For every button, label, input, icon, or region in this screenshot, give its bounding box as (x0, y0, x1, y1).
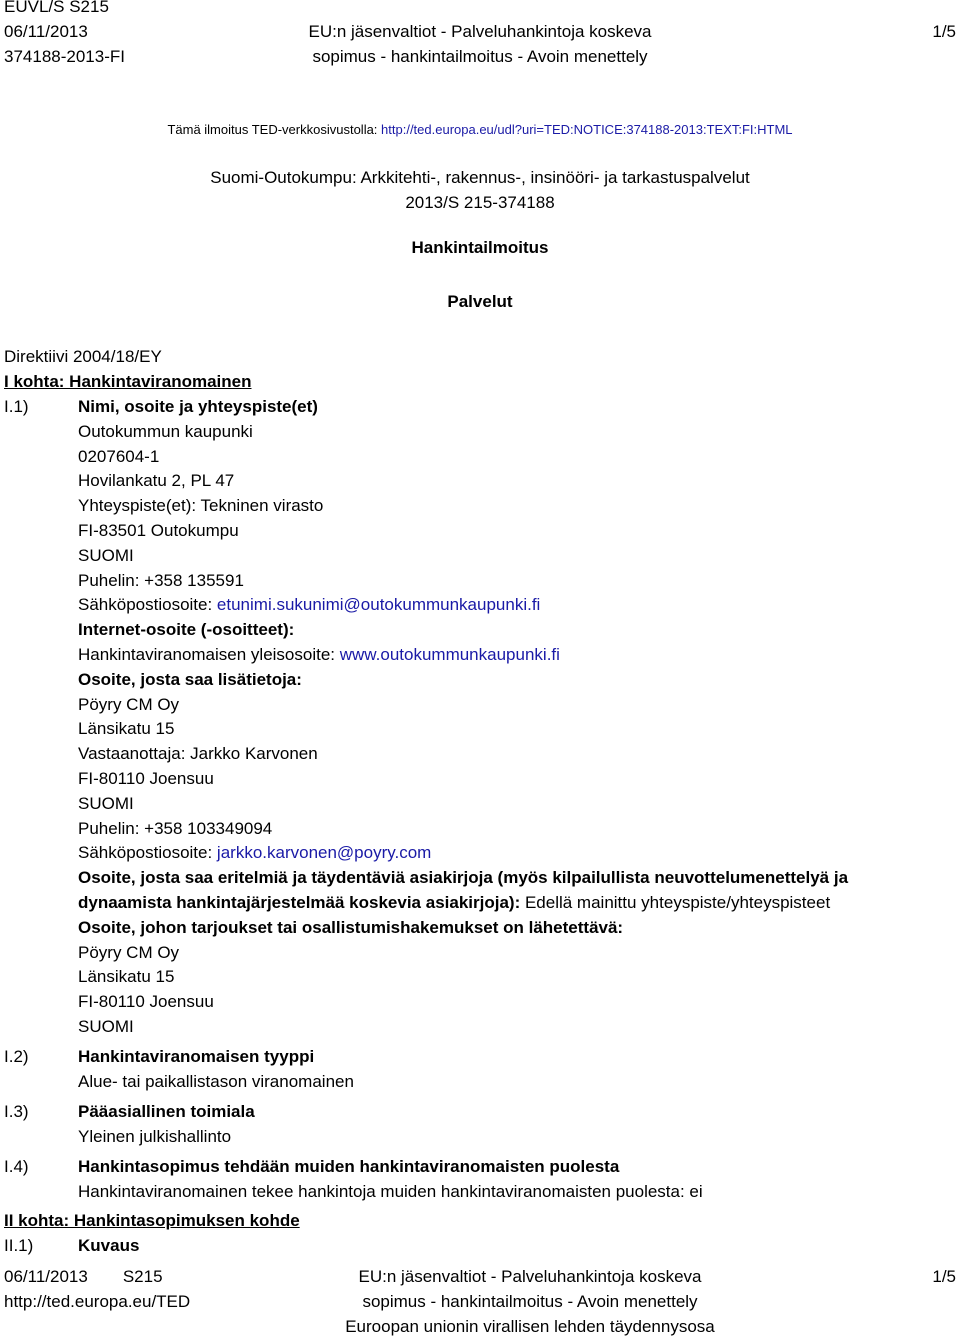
header-title (0, 19, 960, 69)
footer-page: 1/5 (932, 1267, 956, 1286)
footer-title-line2: sopimus - hankintailmoitus - Avoin menettely (362, 1292, 698, 1311)
tender-line: Pöyry CM Oy (78, 942, 180, 962)
section-number: I.4) (4, 1157, 29, 1176)
info-email-line (78, 841, 431, 866)
section-heading: Pääasiallinen toimiala (78, 1102, 255, 1121)
email-link[interactable]: etunimi.sukunimi@outokummunkaupunki.fi (216, 595, 541, 615)
header-page: 1/5 (932, 22, 956, 41)
info-line: Länsikatu 15 (78, 719, 175, 739)
notice-type: Hankintailmoitus (411, 238, 549, 257)
source-prefix: Tämä ilmoitus TED-verkkosivustolla: (167, 122, 382, 137)
section-number: I.2) (4, 1047, 29, 1066)
address-line: SUOMI (78, 545, 134, 565)
spec-heading-cont: dynaamista hankintajärjestelmää koskevia asiakirjoja): (78, 893, 525, 912)
footer-title-line1: EU:n jäsenvaltiot - Palveluhankintoja koskeva (358, 1267, 702, 1286)
footer-date: 06/11/2013 (4, 1267, 88, 1286)
info-line: FI-80110 Joensuu (78, 769, 214, 788)
notice-title: Suomi-Outokumpu: Arkkitehti-, rakennus-, insinööri- ja tarkastuspalvelut (210, 168, 750, 187)
section-heading: Hankintasopimus tehdään muiden hankintaviranomaisten puolesta (78, 1157, 620, 1176)
info-heading: Osoite, josta saa lisätietoja: (78, 669, 302, 689)
info-email-label: Sähköpostiosoite: (78, 843, 217, 863)
info-email-link[interactable]: jarkko.karvonen@poyry.com (216, 843, 432, 863)
source-line (0, 122, 960, 137)
web-link[interactable]: www.outokummunkaupunki.fi (339, 645, 560, 664)
address-line: Yhteyspiste(et): Tekninen virasto (78, 496, 324, 516)
section-number: I.3) (4, 1102, 29, 1121)
section-heading: Hankintaviranomaisen tyyppi (78, 1047, 315, 1066)
section-heading: Nimi, osoite ja yhteyspiste(et) (78, 397, 318, 416)
section-number: I.1) (4, 397, 29, 416)
address-line: 0207604-1 (78, 446, 160, 466)
header-title-line2: sopimus - hankintailmoitus - Avoin menettely (312, 47, 648, 66)
email-label: Sähköpostiosoite: (78, 595, 217, 615)
tender-line: Länsikatu 15 (78, 967, 175, 987)
section-heading: Kuvaus (78, 1236, 140, 1255)
footer-url: http://ted.europa.eu/TED (4, 1292, 191, 1311)
series-label: EUVL/S S215 (4, 0, 109, 16)
section-value: Hankintaviranomainen tekee hankintoja muiden hankintaviranomaisten puolesta: ei (78, 1181, 703, 1201)
spec-value: Edellä mainittu yhteyspiste/yhteyspisteet (524, 893, 831, 912)
spec-heading: Osoite, josta saa eritelmiä ja täydentäviä asiakirjoja (myös kilpailullista neuvottelumenettelyä ja (78, 868, 849, 888)
tender-line: FI-80110 Joensuu (78, 992, 214, 1012)
address-line: FI-83501 Outokumpu (78, 521, 239, 540)
section2-heading: II kohta: Hankintasopimuksen kohde (4, 1211, 300, 1230)
section-value: Yleinen julkishallinto (78, 1126, 232, 1146)
footer-title-line3: Euroopan unionin virallisen lehden täydennysosa (345, 1317, 715, 1336)
directive: Direktiivi 2004/18/EY (4, 347, 162, 366)
section1-heading: I kohta: Hankintaviranomainen (4, 372, 252, 391)
footer-title (0, 1264, 960, 1339)
notice-number: 374188-2013-FI (4, 47, 125, 66)
web-line (78, 643, 560, 668)
tender-heading: Osoite, johon tarjoukset tai osallistumishakemukset on lähetettävä: (78, 917, 624, 937)
phone-line: Puhelin: +358 135591 (78, 570, 244, 590)
header-title-line1: EU:n jäsenvaltiot - Palveluhankintoja koskeva (308, 22, 652, 41)
footer-series: S215 (122, 1267, 163, 1286)
section-number: II.1) (4, 1236, 34, 1255)
notice-reference: 2013/S 215-374188 (405, 193, 555, 212)
info-phone-line: Puhelin: +358 103349094 (78, 818, 273, 838)
email-line (78, 593, 540, 618)
address-line: Hovilankatu 2, PL 47 (78, 471, 235, 491)
header-date: 06/11/2013 (4, 22, 88, 41)
tender-line: SUOMI (78, 1017, 134, 1036)
internet-heading: Internet-osoite (-osoitteet): (78, 620, 295, 640)
spec-line (78, 891, 830, 916)
web-label: Hankintaviranomaisen yleisosoite: (78, 645, 340, 664)
info-line: Vastaanottaja: Jarkko Karvonen (78, 744, 318, 764)
info-line: Pöyry CM Oy (78, 694, 180, 714)
info-line: SUOMI (78, 793, 134, 813)
section-value: Alue- tai paikallistason viranomainen (78, 1071, 354, 1091)
address-line: Outokummun kaupunki (78, 421, 253, 441)
source-link[interactable]: http://ted.europa.eu/udl?uri=TED:NOTICE:374188-2013:TEXT:FI:HTML (381, 122, 793, 137)
notice-category: Palvelut (447, 292, 513, 311)
